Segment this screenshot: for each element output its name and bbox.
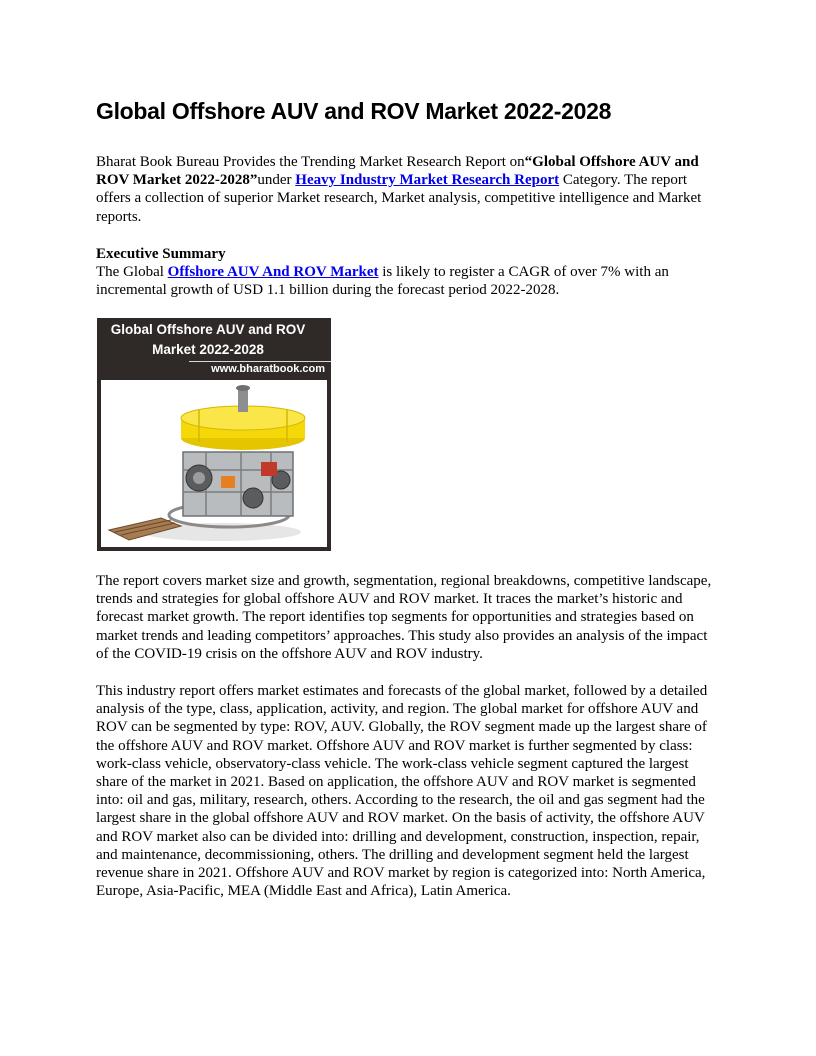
rov-illustration [101, 380, 327, 547]
intro-text-2: under [257, 172, 296, 189]
segmentation-paragraph: This industry report offers market estimates and forecasts of the global market, followed by a detailed analysis of the type, class, application, activity, and region. The global market for offshore AUV and ROV can be segmented by type: ROV, AUV. Globally, the ROV segment made up the largest share of the offshore AUV and ROV market. Offshore AUV and ROV market is further segmented by class: work-class vehicle, observatory-class vehicle. The work-class vehicle segment captured the largest share of the market in 2021. Based on application, the offshore AUV and ROV market is segmented into: oil and gas, military, research, others. According to the research, the oil and gas segment had the largest share in the global offshore AUV and ROV market. On the basis of activity, the offshore AUV and ROV market also can be divided into: drilling and development, construction, inspection, repair, and maintenance, decommissioning, others. The drilling and development segment held the largest revenue share in 2021. Offshore AUV and ROV market by region is categorized into: North America, Europe, Asia-Pacific, MEA (Middle East and Africa), Latin America. [96, 683, 708, 900]
report-title-quote: “Global Offshore AUV and ROV Market 2022-2028” [96, 154, 699, 189]
intro-paragraph [96, 153, 722, 226]
cover-title [97, 320, 319, 360]
exec-text-2: is likely to register a CAGR of over 7% with an incremental growth of USD 1.1 billion during the forecast period 2022-2028. [96, 264, 669, 299]
rov-vehicle-image [101, 380, 327, 547]
intro-text: Bharat Book Bureau Provides the Trending Market Research Report on [96, 154, 525, 170]
report-cover-image [97, 318, 331, 551]
executive-summary-heading: Executive Summary [96, 246, 226, 262]
heavy-industry-link[interactable]: Heavy Industry Market Research Report [295, 172, 560, 189]
page-title: Global Offshore AUV and ROV Market 2022-2028 [96, 98, 612, 124]
cover-title-line-1: Global Offshore AUV and ROV [110, 322, 306, 337]
cover-divider [189, 361, 331, 362]
intro-text-3: Category. The report offers a collection of superior Market research, Market analysis, competitive intelligence and Market reports. [96, 172, 702, 225]
exec-text: The Global [96, 264, 168, 281]
executive-summary [96, 245, 722, 300]
offshore-market-link[interactable]: Offshore AUV And ROV Market [167, 264, 379, 281]
cover-url: www.bharatbook.com [211, 363, 325, 375]
cover-title-line-2: Market 2022-2028 [152, 342, 264, 357]
market-coverage-paragraph: The report covers market size and growth, segmentation, regional breakdowns, competitive landscape, trends and strategies for global offshore AUV and ROV market. It traces the market’s historic and forecast market growth. The report identifies top segments for opportunities and strategies based on market trends and leading competitors’ approaches. This study also provides an analysis of the impact of the COVID-19 crisis on the offshore AUV and ROV industry. [96, 573, 712, 662]
